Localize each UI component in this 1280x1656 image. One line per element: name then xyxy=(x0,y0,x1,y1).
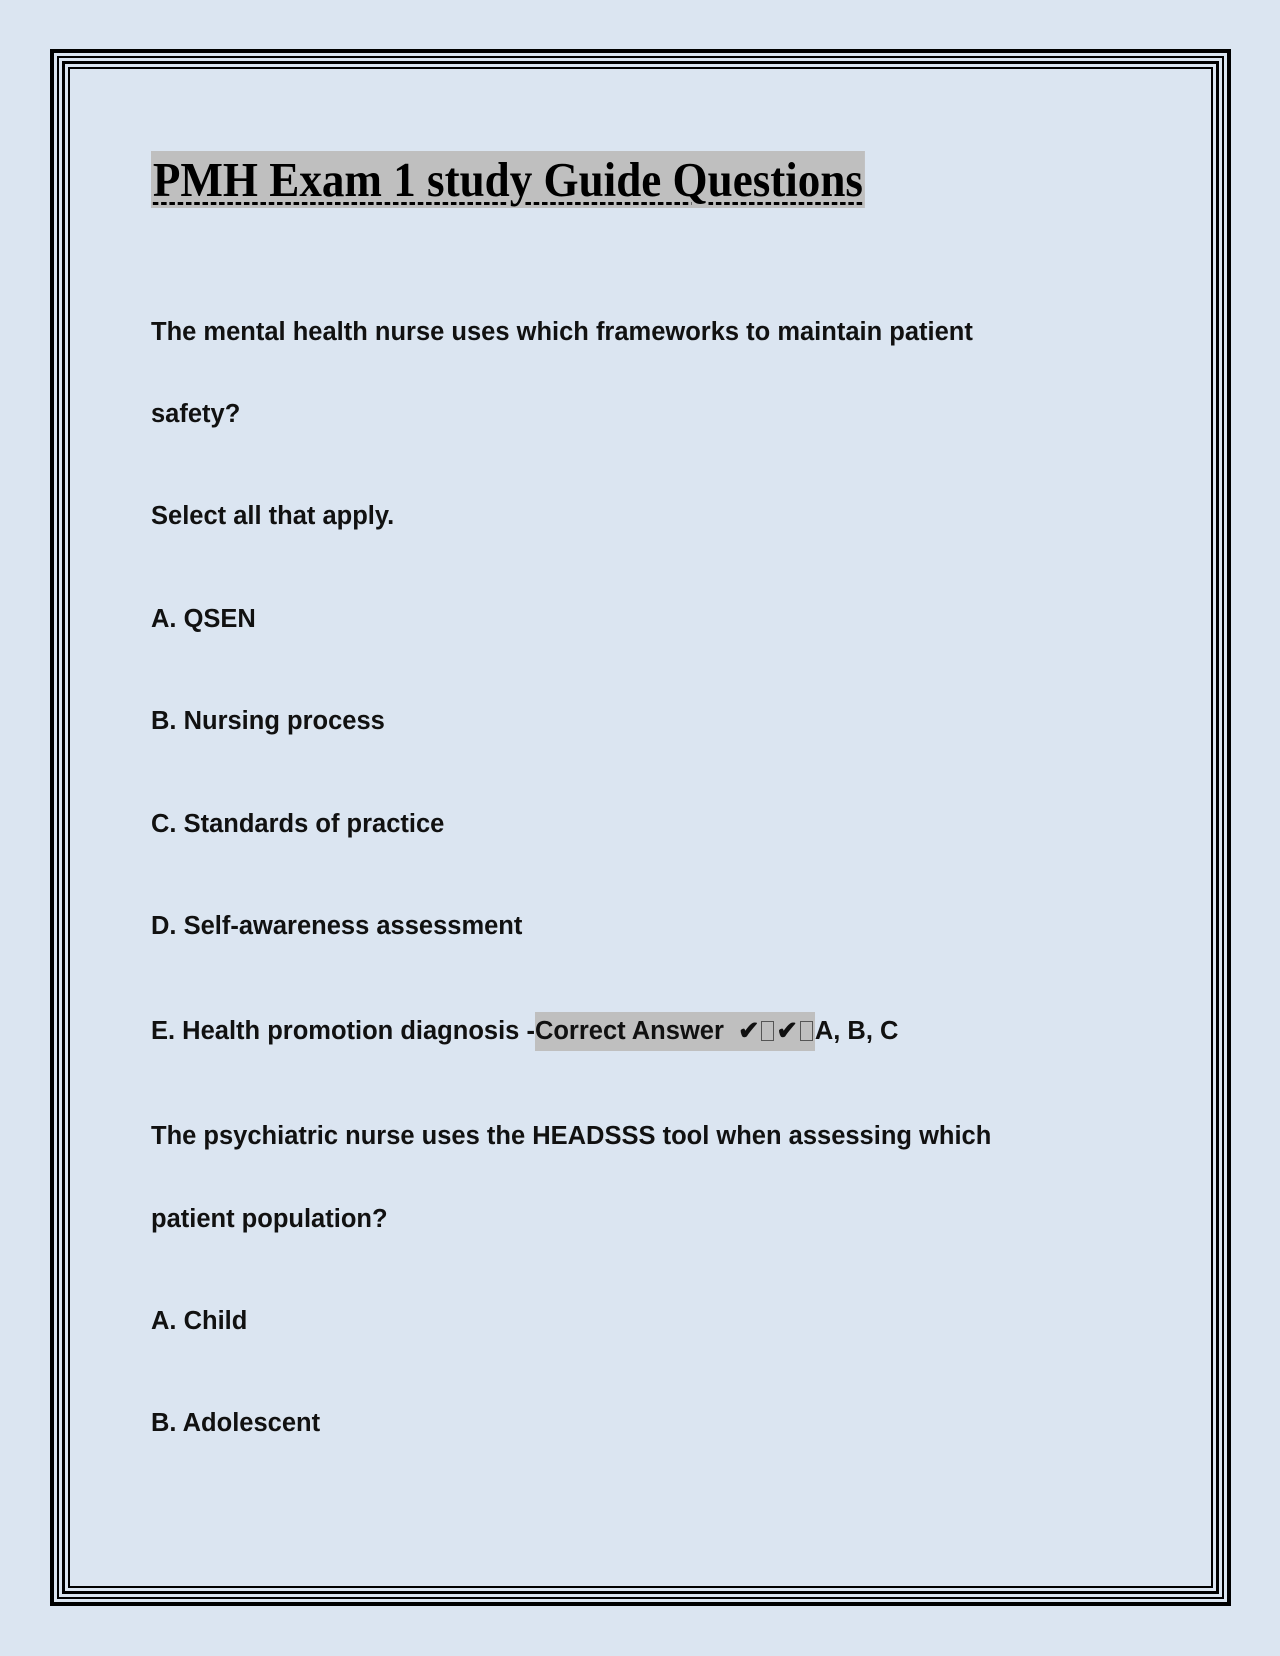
answer-label: Correct Answer xyxy=(534,1017,724,1045)
question-1-stem-line-1: The mental health nurse uses which frameworks to maintain patient xyxy=(151,318,973,346)
question-2-option-b: B. Adolescent xyxy=(151,1409,321,1437)
question-2-stem-line-2: patient population? xyxy=(151,1205,388,1233)
question-2-option-a: A. Child xyxy=(151,1307,248,1335)
question-1-option-d: D. Self-awareness assessment xyxy=(151,912,523,940)
question-1-option-e-line xyxy=(151,1015,898,1047)
page-title: PMH Exam 1 study Guide Questions xyxy=(152,152,863,207)
question-2-stem-line-1: The psychiatric nurse uses the HEADSSS tool when assessing which xyxy=(151,1122,992,1150)
check-icon: ✔ xyxy=(738,1017,760,1045)
answer-highlight xyxy=(535,1012,815,1051)
question-1-instruction: Select all that apply. xyxy=(151,502,395,530)
missing-glyph-icon xyxy=(761,1021,774,1041)
question-1-option-c: C. Standards of practice xyxy=(151,810,445,838)
missing-glyph-icon xyxy=(800,1021,813,1041)
correct-answer: A, B, C xyxy=(814,1017,899,1045)
check-icon: ✔ xyxy=(776,1017,798,1045)
question-1-option-a: A. QSEN xyxy=(151,605,256,633)
question-1-option-e: E. Health promotion diagnosis - xyxy=(151,1017,535,1045)
question-1-option-b: B. Nursing process xyxy=(151,707,385,735)
question-1-stem-line-2: safety? xyxy=(151,400,241,428)
